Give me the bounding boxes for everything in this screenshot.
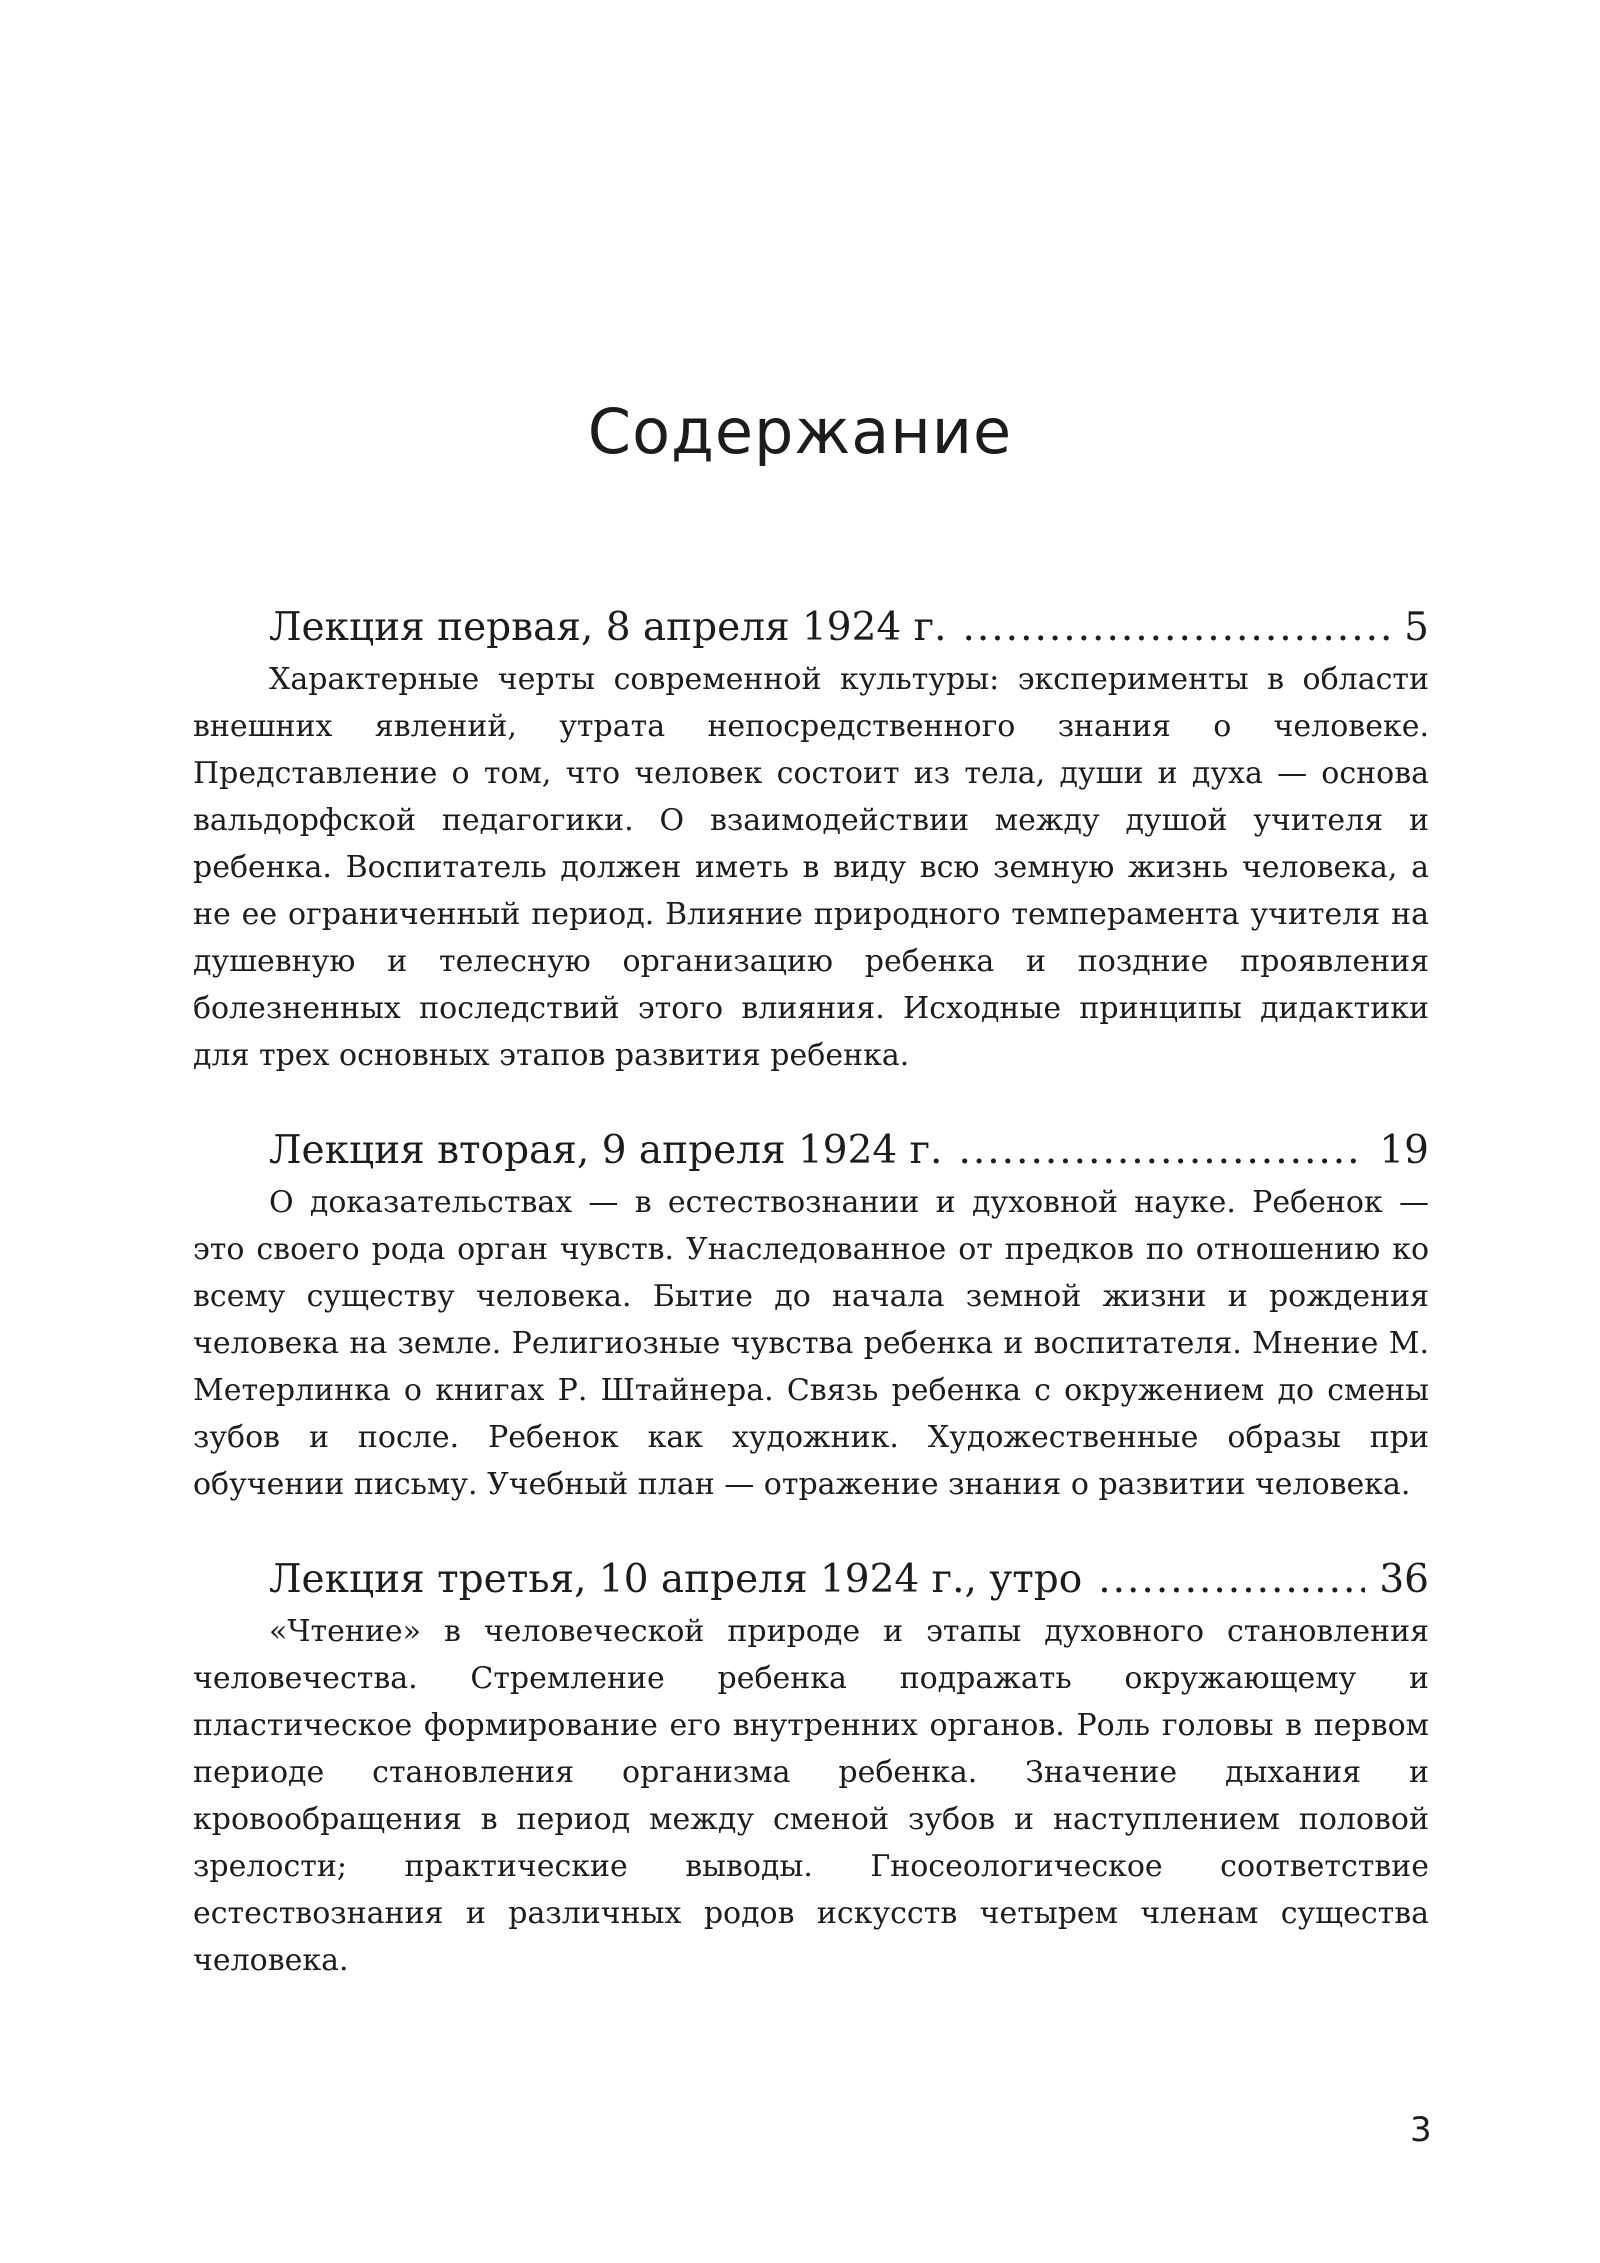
toc-leader-dots <box>958 1123 1365 1179</box>
toc-description: О доказательствах — в естествознании и духовной науке. Ребенок — это своего рода орган чувств. Унаследованное от предков по отношению ко всему существу человека. Бытие до начала земной жизни и рождения человека на земле. Религиозные чувства ребенка и воспитателя. Мнение М. Метерлинка о книгах Р. Штайнера. Связь ребенка с окружением до смены зубов и после. Ребенок как художник. Художественные образы при обучении письму. Учебный план — отражение знания о развитии человека. <box>193 1185 1429 1502</box>
toc-heading-title: Лекция вторая, 9 апреля 1924 г. <box>269 1128 943 1173</box>
toc-entry-lecture-1 <box>193 600 1429 1079</box>
toc-description: «Чтение» в человеческой природе и этапы духовного становления человечества. Стремление ребенка подражать окружающему и пластическое формирование его внутренних органов. Роль головы в первом периоде становления организма ребенка. Значение дыхания и кровообращения в период между сменой зубов и наступлением половой зрелости; практические выводы. Гносеологическое соответствие естествознания и различных родов искусств четырем членам существа человека. <box>193 1614 1429 1978</box>
toc-description: Характерные черты современной культуры: эксперименты в области внешних явлений, утрата непосредственного знания о человеке. Представление о том, что человек состоит из тела, души и духа — основа вальдорфской педагогики. О взаимодействии между душой учителя и ребенка. Воспитатель должен иметь в виду всю земную жизнь человека, а не ее ограниченный период. Влияние природного темперамента учителя на душевную и телесную организацию ребенка и поздние проявления болезненных последствий этого влияния. Исходные принципы дидактики для трех основных этапов развития ребенка. <box>193 662 1429 1073</box>
toc-leader-dots <box>962 600 1390 656</box>
toc-entry-lecture-2 <box>193 1123 1429 1508</box>
page-number: 3 <box>1410 2110 1432 2150</box>
toc-heading-title: Лекция третья, 10 апреля 1924 г., утро <box>269 1557 1083 1602</box>
toc-heading[interactable] <box>193 1552 1429 1608</box>
page-title: Содержание <box>587 395 1013 468</box>
toc-page-number: 5 <box>1404 605 1429 650</box>
toc-heading[interactable] <box>193 600 1429 656</box>
toc-page-number: 36 <box>1379 1557 1429 1602</box>
toc-heading-title: Лекция первая, 8 апреля 1924 г. <box>269 605 947 650</box>
toc-page-number: 19 <box>1379 1128 1429 1173</box>
toc-heading[interactable] <box>193 1123 1429 1179</box>
toc-entry-lecture-3 <box>193 1552 1429 1984</box>
table-of-contents <box>193 600 1429 2028</box>
toc-leader-dots <box>1098 1552 1365 1608</box>
